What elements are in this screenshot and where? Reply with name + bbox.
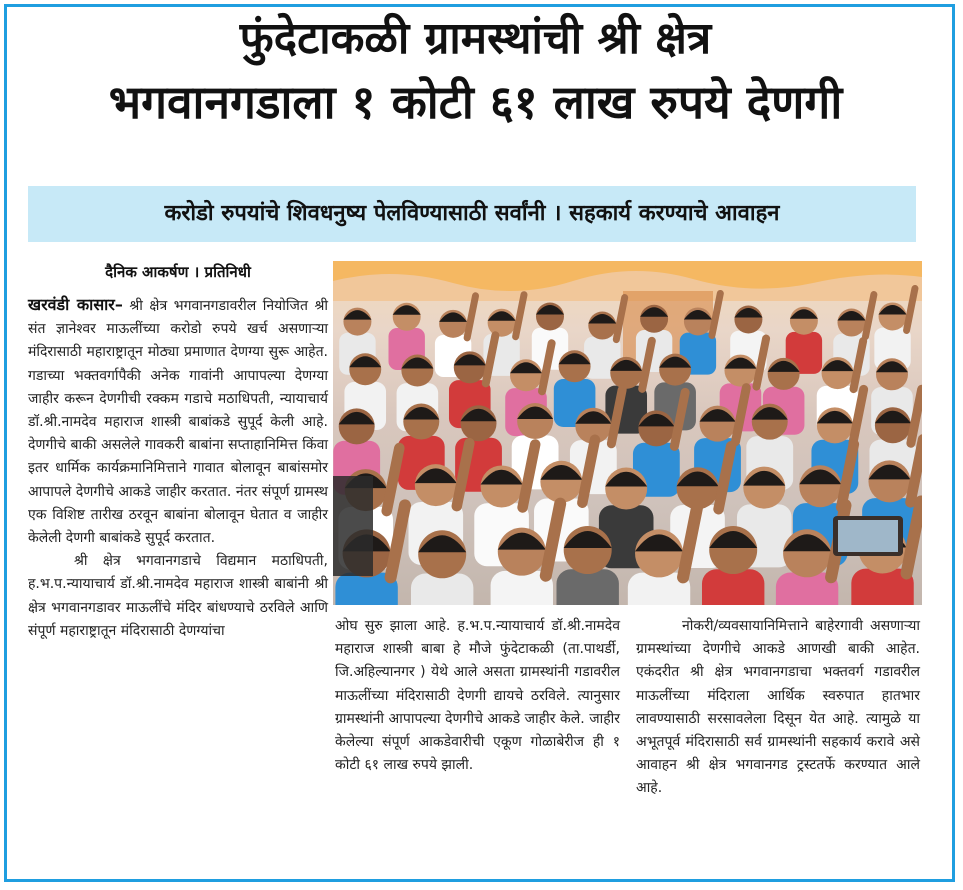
column-1-paragraph-1-text: श्री क्षेत्र भगवानगडावरील नियोजित श्री संत ज्ञानेश्वर माऊलींच्या करोडो रुपये खर्च असणाऱ्या मंदिरासाठी महाराष्ट्रातून मोठ्या प्रमाणात देणग्या सुरू आहेत. गडाच्या भक्तवर्गापैकी अनेक गावांनी आपापल्या देणग्या जाहीर करून देणगीची रक्कम गडाचे मठाधिपती, न्यायाचार्य डॉ.श्री.नामदेव महाराज शास्त्री बाबांकडे सुपूर्द केली आहे. देणगीचे बाकी असलेले गावकरी बाबांना सप्ताहानिमित्त किंवा इतर धार्मिक कार्यक्रमानिमित्ताने गावात बोलावून बाबांसमोर आपापले देणगीचे आकडे जाहीर करतात. नंतर संपूर्ण ग्रामस्थ एक विशिष्ट तारीख ठरवून बाबांना बोलावून घेतात व जाहीर केलेली देणगी बाबांकडे सुपूर्द करतात.	[28, 298, 328, 547]
subheadline: करोडो रुपयांचे शिवधनुष्य पेलविण्यासाठी सर्वांनी । सहकार्य करण्याचे आवाहन	[28, 186, 916, 242]
article-photo	[333, 261, 922, 605]
article-column-2	[335, 615, 620, 777]
headline	[14, 8, 937, 134]
headline-line-1: फुंदेटाकळी ग्रामस्थांची श्री क्षेत्र	[239, 13, 712, 64]
crowd-photo-illustration	[333, 261, 922, 605]
dateline: खरवंडी कासार–	[28, 295, 123, 314]
column-1-paragraph-1	[28, 293, 328, 550]
column-1-paragraph-2: श्री क्षेत्र भगवानगडाचे विद्यमान मठाधिपती, ह.भ.प.न्यायाचार्य डॉ.श्री.नामदेव महाराज शास्त्री बाबांनी श्री क्षेत्र भगवानगडावर माऊलींचे मंदिर बांधण्याचे ठरविले आणि संपूर्ण महाराष्ट्रातून मंदिरासाठी देणग्यांचा	[28, 553, 328, 639]
byline: दैनिक आकर्षण । प्रतिनिधी	[105, 263, 251, 281]
article-column-1	[28, 293, 328, 643]
column-2-paragraph-1: ओघ सुरु झाला आहे. ह.भ.प.न्यायाचार्य डॉ.श्री.नामदेव महाराज शास्त्री बाबा हे मौजे फुंदेटाकळी (ता.पाथर्डी, जि.अहिल्यानगर ) येथे आले असता ग्रामस्थांनी गडावरील माऊलींच्या मंदिरासाठी देणगी द्यायचे ठरविले. त्यानुसार ग्रामस्थांनी आपापल्या देणगीचे आकडे जाहीर केले. जाहीर केलेल्या संपूर्ण आकडेवारीची एकूण गोळाबेरीज ही १ कोटी ६१ लाख रुपये झाली.	[335, 618, 620, 774]
article-column-3	[636, 615, 920, 801]
column-3-paragraph-1: नोकरी/व्यवसायानिमित्ताने बाहेरगावी असणाऱ्या ग्रामस्थांच्या देणगीचे आकडे आणखी बाकी आहेत. एकंदरीत श्री क्षेत्र भगवानगडाचा भक्तवर्ग गडावरील माऊलींच्या मंदिराला आर्थिक स्वरुपात हातभार लावण्यासाठी सरसावलेला दिसून येत आहे. त्यामुळे या अभूतपूर्व मंदिरासाठी सर्व ग्रामस्थांनी सहकार्य करावे असे आवाहन श्री क्षेत्र भगवानगड ट्रस्टतर्फे करण्यात आले आहे.	[636, 618, 920, 797]
headline-line-2: भगवानगडाला १ कोटी ६१ लाख रुपये देणगी	[108, 75, 843, 129]
